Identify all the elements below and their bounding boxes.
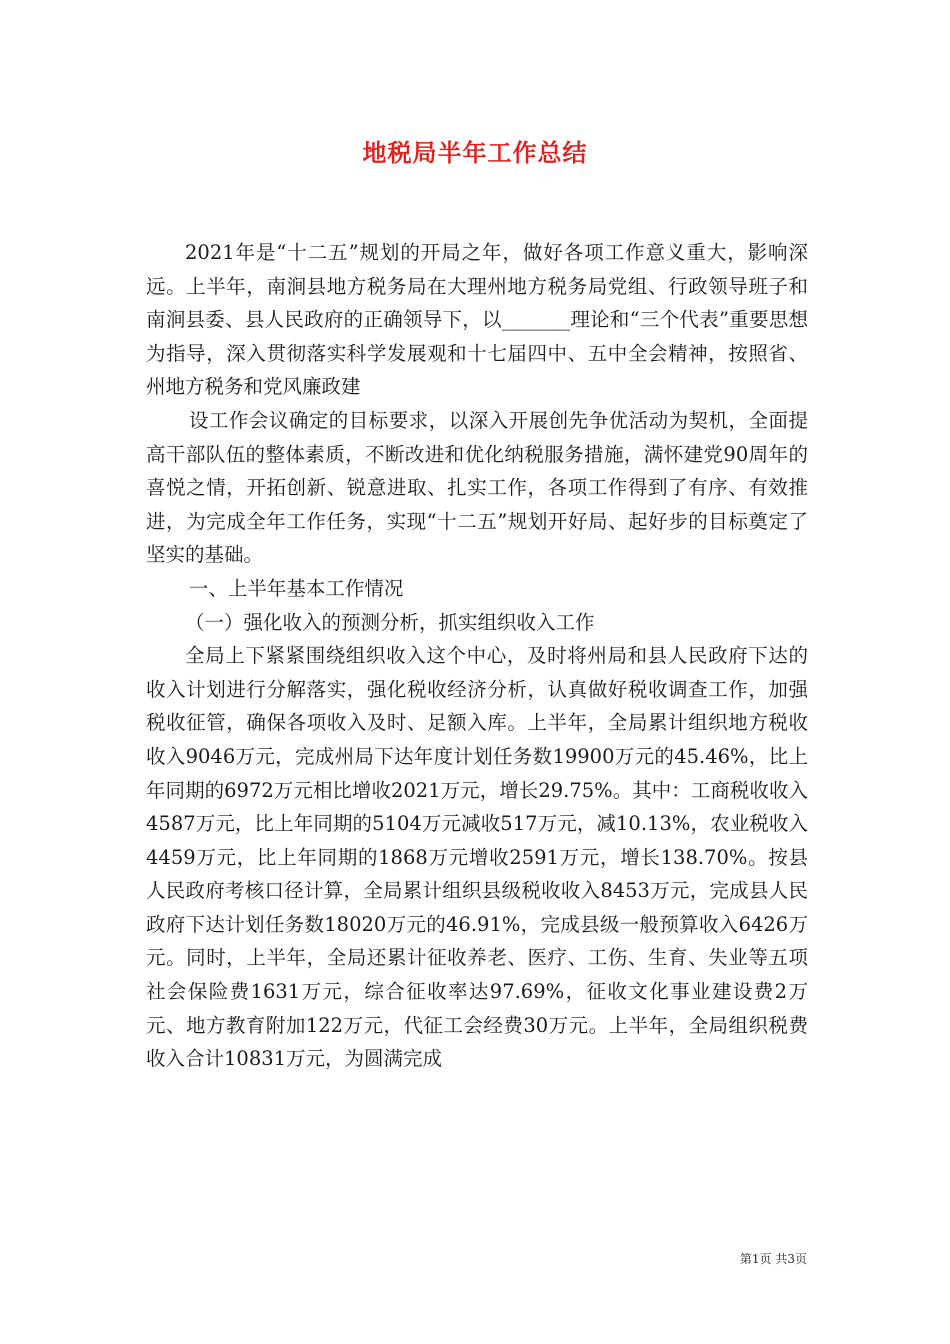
document-body [146, 236, 808, 1076]
paragraph-goals: 设工作会议确定的目标要求，以深入开展创先争优活动为契机，全面提高干部队伍的整体素质，不断改进和优化纳税服务措施，满怀建党90周年的喜悦之情，开拓创新、锐意进取、扎实工作，各项工作得到了有序、有效推进，为完成全年工作任务，实现“十二五”规划开好局、起好步的目标奠定了坚实的基础。 [146, 408, 808, 567]
page-number: 第1页 共3页 [739, 1252, 807, 1266]
paragraph-revenue: 全局上下紧紧围绕组织收入这个中心，及时将州局和县人民政府下达的收入计划进行分解落实，强化税收经济分析，认真做好税收调查工作，加强税收征管，确保各项收入及时、足额入库。上半年，全局累计组织地方税收收入9046万元，完成州局下达年度计划任务数19900万元的45.46%，比上年同期的6972万元相比增收2021万元，增长29.75%。其中：工商税收收入4587万元，比上年同期的5104万元减收517万元，减10.13%，农业税收入4459万元，比上年同期的1868万元增收2591万元，增长138.70%。按县人民政府考核口径计算，全局累计组织县级税收收入8453万元，完成县人民政府下达计划任务数18020万元的46.91%，完成县级一般预算收入6426万元。同时，上半年，全局还累计征收养老、医疗、工伤、生育、失业等五项社会保险费1631万元，综合征收率达97.69%，征收文化事业建设费2万元、地方教育附加122万元，代征工会经费30万元。上半年，全局组织税费收入合计10831万元，为圆满完成 [146, 644, 808, 1071]
section-heading-1: 一、上半年基本工作情况 [188, 576, 404, 600]
paragraph-intro: 2021年是“十二五”规划的开局之年，做好各项工作意义重大，影响深远。上半年，南涧县地方税务局在大理州地方税务局党组、行政领导班子和南涧县委、县人民政府的正确领导下，以_______理论和“三个代表”重要思想为指导，深入贯彻落实科学发展观和十七届四中、五中全会精神，按照省、州地方税务和党风廉政建 [146, 241, 808, 399]
document-title: 地税局半年工作总结 [362, 138, 588, 167]
subsection-heading-1: （一）强化收入的预测分析，抓实组织收入工作 [185, 610, 595, 634]
